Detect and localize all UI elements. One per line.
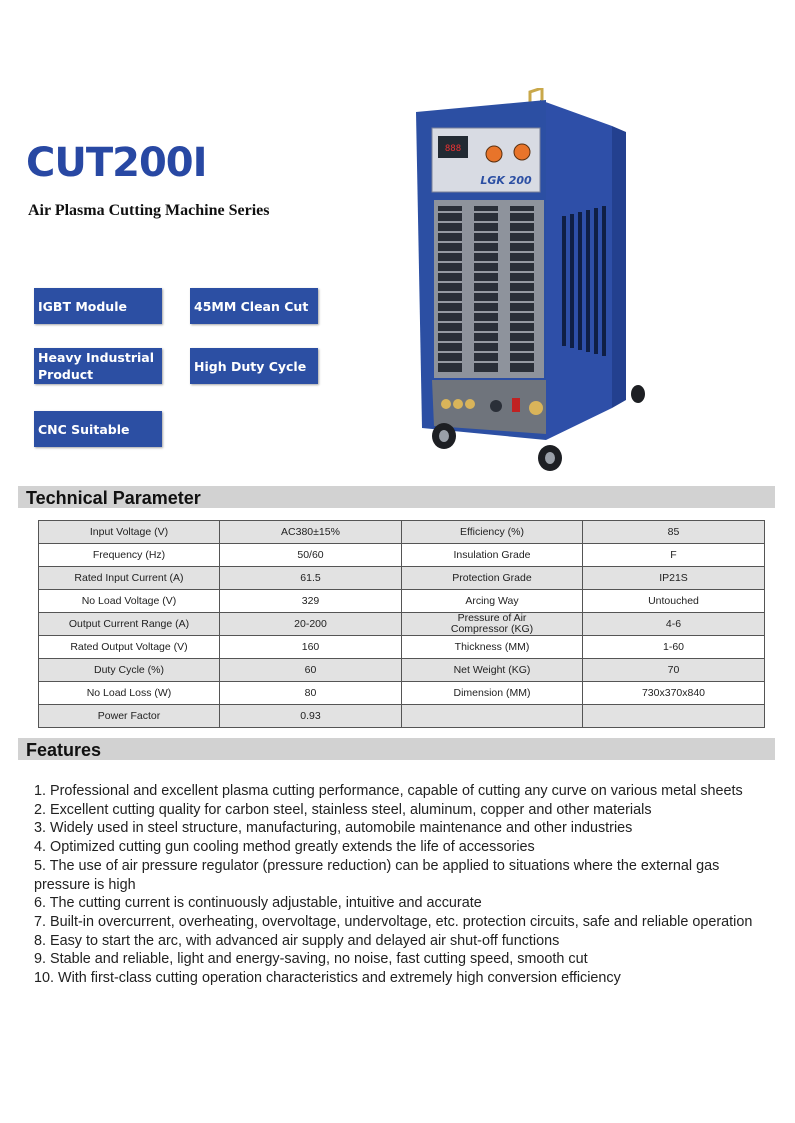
badge-igbt-module: IGBT Module — [34, 288, 162, 324]
param-value: 61.5 — [220, 567, 402, 590]
list-item: 5. The use of air pressure regulator (pressure reduction) can be applied to situations where the external gas pressure is high — [34, 857, 720, 893]
param-label: Arcing Way — [402, 590, 583, 613]
list-item: 6. The cutting current is continuously adjustable, intuitive and accurate — [34, 895, 482, 912]
technical-parameter-heading: Technical Parameter — [18, 486, 775, 508]
svg-text:888: 888 — [444, 144, 462, 154]
table-row — [39, 636, 765, 659]
product-subtitle: Air Plasma Cutting Machine Series — [28, 202, 270, 219]
product-label-text: LGK 200 — [480, 174, 532, 187]
product-model-title: CUT200I — [26, 140, 207, 186]
param-value: AC380±15% — [220, 521, 402, 544]
param-value: 1-60 — [583, 636, 765, 659]
param-label: No Load Loss (W) — [39, 682, 220, 705]
badge-cnc-suitable: CNC Suitable — [34, 411, 162, 447]
param-label: Insulation Grade — [402, 544, 583, 567]
param-label — [402, 705, 583, 728]
param-label: Frequency (Hz) — [39, 544, 220, 567]
features-heading: Features — [18, 738, 775, 760]
list-item: 9. Stable and reliable, light and energy-saving, no noise, fast cutting speed, smooth cut — [34, 951, 588, 968]
table-row — [39, 705, 765, 728]
param-value: 160 — [220, 636, 402, 659]
param-value: 80 — [220, 682, 402, 705]
param-label: Dimension (MM) — [402, 682, 583, 705]
list-item: 10. With first-class cutting operation characteristics and extremely high conversion efficiency — [34, 970, 621, 987]
badge-45mm-clean-cut: 45MM Clean Cut — [190, 288, 318, 324]
list-item: 2. Excellent cutting quality for carbon steel, stainless steel, aluminum, copper and other materials — [34, 801, 652, 818]
param-value: 85 — [583, 521, 765, 544]
param-label: Net Weight (KG) — [402, 659, 583, 682]
list-item: 3. Widely used in steel structure, manufacturing, automobile maintenance and other industries — [34, 820, 633, 837]
param-value: 329 — [220, 590, 402, 613]
param-label: No Load Voltage (V) — [39, 590, 220, 613]
table-row — [39, 521, 765, 544]
table-row — [39, 544, 765, 567]
param-value: IP21S — [583, 567, 765, 590]
list-item: 1. Professional and excellent plasma cutting performance, capable of cutting any curve on various metal sheets — [34, 783, 743, 799]
param-label: Input Voltage (V) — [39, 521, 220, 544]
features-list — [34, 782, 774, 988]
param-label: Output Current Range (A) — [39, 613, 220, 636]
technical-parameter-table — [38, 520, 765, 728]
param-value: 70 — [583, 659, 765, 682]
param-value — [583, 705, 765, 728]
product-machine-image — [412, 88, 672, 480]
badge-heavy-industrial: Heavy Industrial Product — [34, 348, 162, 384]
param-value: 50/60 — [220, 544, 402, 567]
table-row — [39, 567, 765, 590]
param-value: 4-6 — [583, 613, 765, 636]
param-label: Efficiency (%) — [402, 521, 583, 544]
param-label: Duty Cycle (%) — [39, 659, 220, 682]
param-value: F — [583, 544, 765, 567]
param-value: 20-200 — [220, 613, 402, 636]
badge-high-duty-cycle: High Duty Cycle — [190, 348, 318, 384]
param-label: Protection Grade — [402, 567, 583, 590]
param-value: 0.93 — [220, 705, 402, 728]
param-value: 60 — [220, 659, 402, 682]
list-item: 4. Optimized cutting gun cooling method greatly extends the life of accessories — [34, 839, 535, 856]
param-label: Thickness (MM) — [402, 636, 583, 659]
table-row — [39, 613, 765, 636]
param-label: Pressure of Air Compressor (KG) — [402, 613, 583, 636]
list-item: 7. Built-in overcurrent, overheating, overvoltage, undervoltage, etc. protection circuits, safe and reliable operation — [34, 913, 753, 930]
param-label: Rated Input Current (A) — [39, 567, 220, 590]
param-label: Power Factor — [39, 705, 220, 728]
param-value: Untouched — [583, 590, 765, 613]
table-row — [39, 682, 765, 705]
param-value: 730x370x840 — [583, 682, 765, 705]
table-row — [39, 590, 765, 613]
param-label: Rated Output Voltage (V) — [39, 636, 220, 659]
list-item: 8. Easy to start the arc, with advanced air supply and delayed air shut-off functions — [34, 932, 560, 949]
table-row — [39, 659, 765, 682]
